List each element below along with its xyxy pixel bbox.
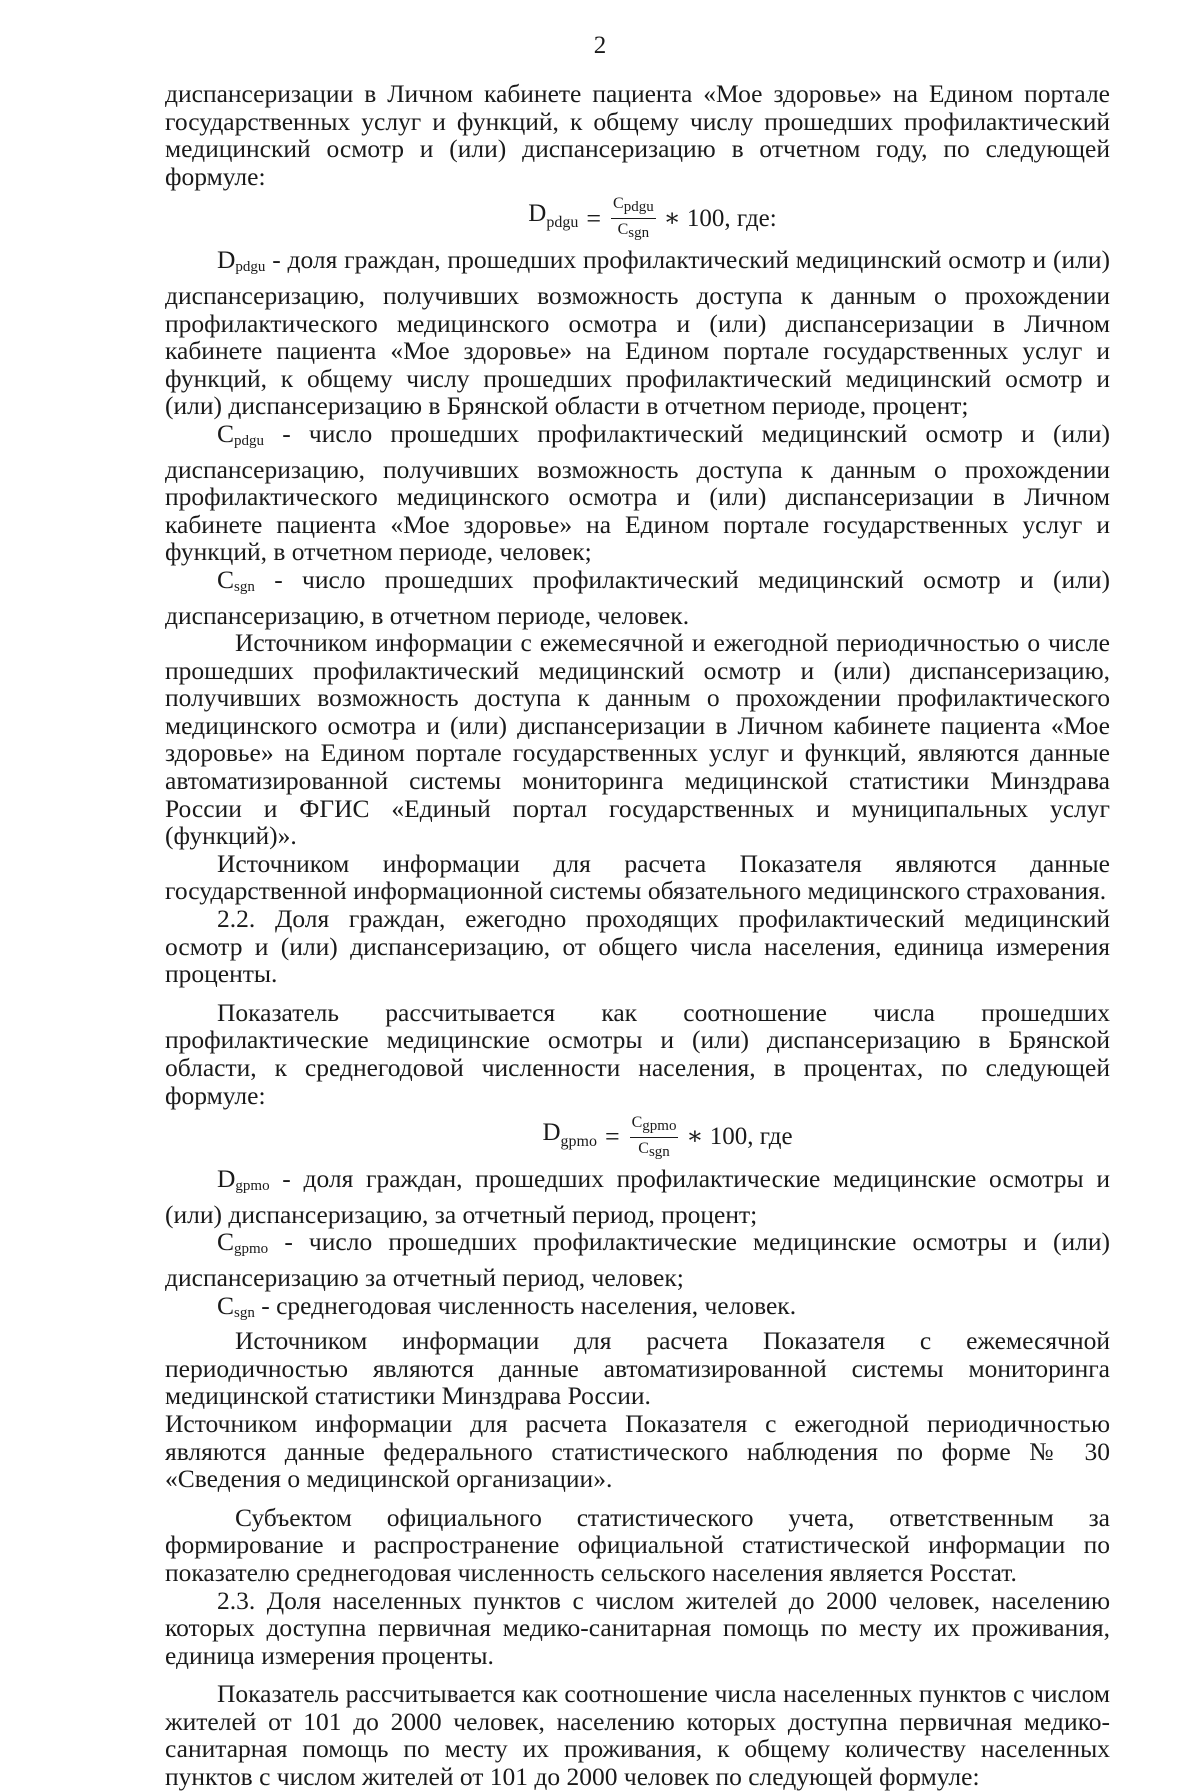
paragraph-information-source-oms: Источником информации для расчета Показателя являются данные государственной информационной системы обязательного медицинского страхования. bbox=[165, 848, 1110, 906]
denominator-subscript: sgn bbox=[648, 1143, 670, 1160]
definition-subscript: sgn bbox=[234, 1304, 255, 1321]
formula-tail: ∗ 100, где bbox=[686, 1123, 793, 1151]
formula-lhs-symbol: D bbox=[528, 200, 547, 228]
definition-subscript: pdgu bbox=[234, 432, 265, 449]
formula-dgpmo bbox=[165, 1109, 1110, 1165]
denominator-symbol: C bbox=[638, 1139, 649, 1157]
definition-symbol: C bbox=[217, 564, 235, 594]
paragraph-information-source: Источником информации с ежемесячной и ежегодной периодичностью о числе прошедших профилактический медицинский осмотр и (или) диспансеризацию, получивших возможность доступа к данным о прохождении профилактического медицинского осмотра и (или) диспансеризации в Личном кабинете пациента «Мое здоровье» на Едином портале государственных услуг и функций, являются данные автоматизированной системы мониторинга медицинской статистики Минздрава России и ФГИС «Единый портал государственных и муниципальных услуг (функций)». bbox=[165, 628, 1110, 851]
definition-subscript: gpmo bbox=[235, 1178, 270, 1195]
page-number: 2 bbox=[593, 32, 607, 59]
document-body bbox=[165, 80, 1110, 1791]
definition-subscript: pdgu bbox=[235, 259, 266, 276]
definition-subscript: sgn bbox=[234, 578, 255, 595]
definition-cgpmo bbox=[165, 1228, 1110, 1291]
paragraph-yearly-source: Источником информации для расчета Показателя с ежегодной периодичностью являются данные федерального статистического наблюдения по форме № 30 «Сведения о медицинской организации». bbox=[165, 1408, 1110, 1494]
definition-symbol: C bbox=[217, 1227, 235, 1257]
numerator-subscript: pdgu bbox=[623, 198, 654, 215]
definition-dgpmo bbox=[165, 1165, 1110, 1228]
definition-symbol: D bbox=[217, 245, 236, 275]
formula-equals: = bbox=[586, 203, 602, 233]
formula-denominator bbox=[616, 219, 652, 243]
formula-denominator bbox=[636, 1138, 672, 1162]
formula-equals: = bbox=[604, 1122, 620, 1152]
denominator-symbol: C bbox=[617, 220, 629, 238]
paragraph-rosstat: Субъектом официального статистического учета, ответственным за формирование и распространение официальной статистической информации по показателю среднегодовая численность сельского населения является Росстат. bbox=[165, 1502, 1110, 1587]
formula-numerator bbox=[611, 194, 656, 219]
formula-lhs-subscript: gpmo bbox=[560, 1132, 597, 1150]
definition-text: - среднегодовая численность населения, человек. bbox=[254, 1290, 797, 1320]
section-2-3-heading: 2.3. Доля населенных пунктов с числом жителей до 2000 человек, населению которых доступна первичная медико-санитарная помощь по месту их проживания, единица измерения проценты. bbox=[165, 1585, 1110, 1670]
formula-dpdgu bbox=[165, 190, 1110, 246]
definition-symbol: C bbox=[217, 1290, 235, 1320]
paragraph-monthly-source: Источником информации для расчета Показателя с ежемесячной периодичностью являются данные автоматизированной системы мониторинга медицинской статистики Минздрава России. bbox=[165, 1326, 1110, 1411]
section-2-2-heading: 2.2. Доля граждан, ежегодно проходящих профилактический медицинский осмотр и (или) диспансеризацию, от общего числа населения, единица измерения проценты. bbox=[165, 904, 1110, 989]
paragraph-settlements-calculation: Показатель рассчитывается как соотношение числа населенных пунктов с числом жителей от 101 до 2000 человек, населению которых доступна первичная медико-санитарная помощь по месту их проживания, к общему количеству населенных пунктов с числом жителей от 101 до 2000 человек по следующей формуле: bbox=[165, 1679, 1110, 1791]
definition-text: - доля граждан, прошедших профилактические медицинские осмотры и (или) диспансеризацию, за отчетный период, процент; bbox=[165, 1164, 1110, 1229]
numerator-symbol: C bbox=[613, 194, 624, 212]
formula-lhs bbox=[528, 200, 578, 237]
definition-csgn bbox=[165, 566, 1110, 629]
denominator-subscript: sgn bbox=[628, 224, 650, 241]
numerator-symbol: C bbox=[631, 1113, 643, 1131]
definition-csgn-population bbox=[165, 1292, 1110, 1328]
definition-text: - число прошедших профилактические медицинские осмотры и (или) диспансеризацию за отчетный период, человек; bbox=[165, 1227, 1110, 1292]
formula-fraction bbox=[630, 1113, 679, 1162]
definition-symbol: D bbox=[217, 1164, 236, 1194]
formula-lhs-symbol: D bbox=[542, 1118, 561, 1146]
numerator-subscript: gpmo bbox=[642, 1117, 677, 1134]
formula-numerator bbox=[630, 1113, 679, 1138]
paragraph-continuation: диспансеризации в Личном кабинете пациента «Мое здоровье» на Едином портале государственных услуг и функций, к общему числу прошедших профилактический медицинский осмотр и (или) диспансеризацию в отчетном году, по следующей формуле: bbox=[165, 79, 1110, 191]
definition-cpdgu bbox=[165, 420, 1110, 566]
definition-dpdgu bbox=[165, 246, 1110, 420]
definition-text: - число прошедших профилактический медицинский осмотр и (или) диспансеризацию, в отчетном периоде, человек. bbox=[165, 564, 1110, 630]
definition-subscript: gpmo bbox=[234, 1241, 269, 1258]
formula-tail: ∗ 100, где: bbox=[663, 204, 777, 232]
formula-lhs-subscript: pdgu bbox=[546, 214, 579, 232]
paragraph-calculation: Показатель рассчитывается как соотношение числа прошедших профилактические медицинские осмотры и (или) диспансеризацию в Брянской области, к среднегодовой численности населения, в процентах, по следующей формуле: bbox=[165, 997, 1110, 1110]
definition-text: - число прошедших профилактический медицинский осмотр и (или) диспансеризацию, получивших возможность доступа к данным о прохождении профилактического медицинского осмотра и (или) диспансеризации в Личном кабинете пациента «Мое здоровье» на Едином портале государственных услуг и функций, в отчетном периоде, человек; bbox=[165, 418, 1110, 567]
definition-symbol: C bbox=[217, 418, 235, 448]
definition-text: - доля граждан, прошедших профилактический медицинский осмотр и (или) диспансеризацию, получивших возможность доступа к данным о прохождении профилактического медицинского осмотра и (или) диспансеризации в Личном кабинете пациента «Мое здоровье» на Едином портале государственных услуг и функций, к общему числу прошедших профилактический медицинский осмотр и (или) диспансеризацию в Брянской области в отчетном периоде, процент; bbox=[165, 245, 1110, 421]
formula-lhs bbox=[542, 1119, 597, 1156]
formula-fraction bbox=[611, 194, 656, 243]
